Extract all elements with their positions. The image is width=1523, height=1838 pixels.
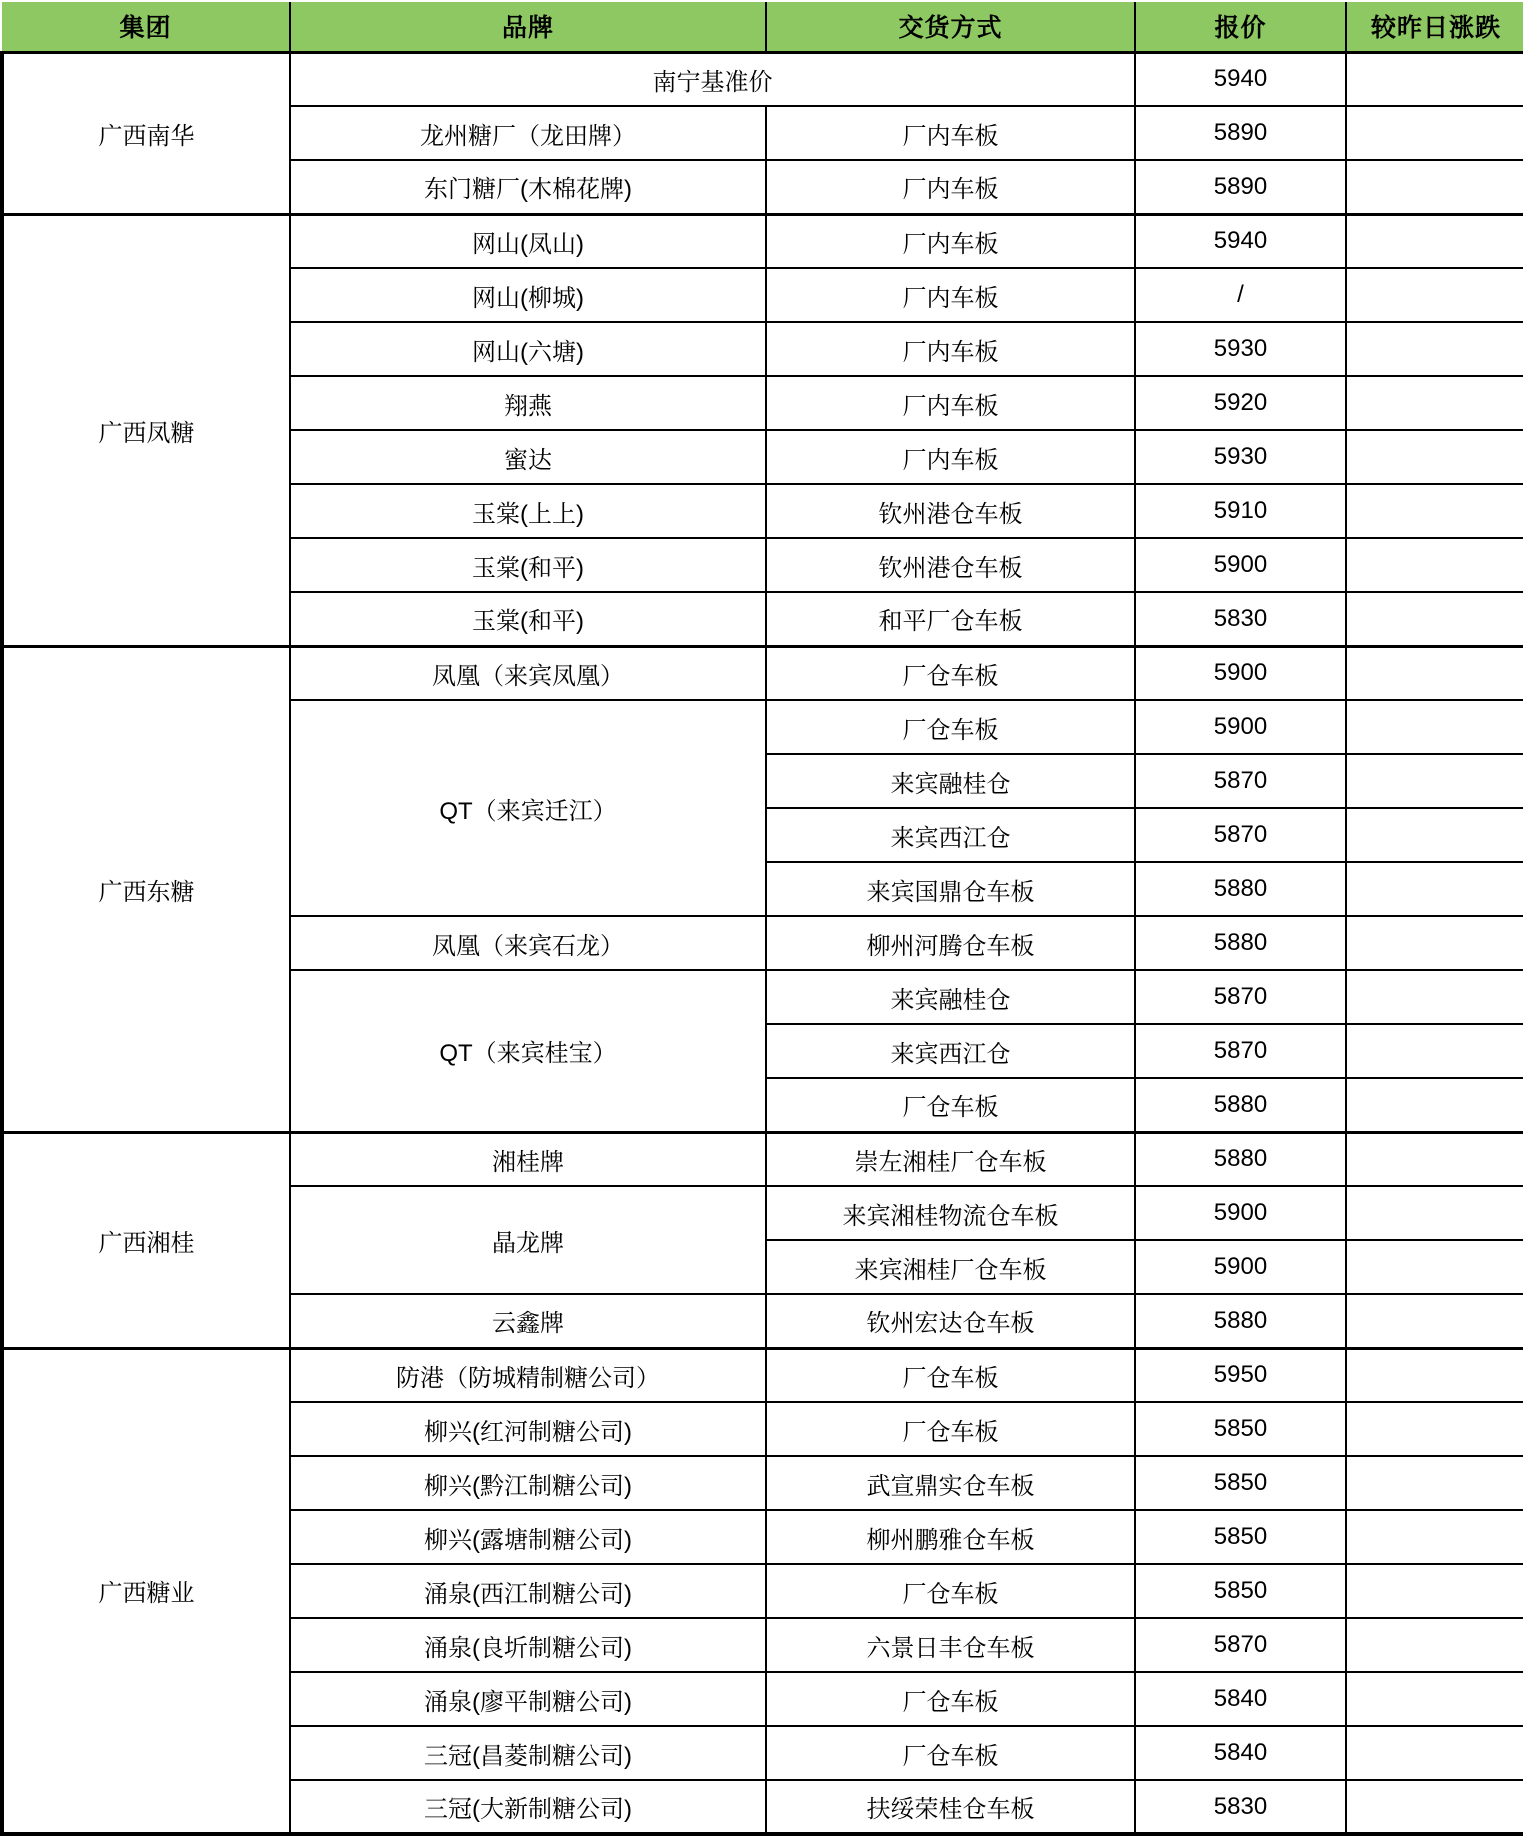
price-cell: 5840: [1135, 1672, 1346, 1726]
price-cell: 5850: [1135, 1510, 1346, 1564]
price-cell: 5830: [1135, 592, 1346, 646]
price-cell: 5890: [1135, 106, 1346, 160]
brand-cell: 涌泉(良圻制糖公司): [290, 1618, 766, 1672]
change-cell: [1346, 376, 1523, 430]
brand-cell: 南宁基准价: [290, 52, 1135, 106]
change-cell: [1346, 430, 1523, 484]
delivery-cell: 柳州鹏雅仓车板: [766, 1510, 1135, 1564]
brand-cell: 防港（防城精制糖公司）: [290, 1348, 766, 1402]
price-cell: 5940: [1135, 52, 1346, 106]
delivery-cell: 六景日丰仓车板: [766, 1618, 1135, 1672]
brand-cell: 玉棠(上上): [290, 484, 766, 538]
price-cell: 5900: [1135, 700, 1346, 754]
brand-cell: 湘桂牌: [290, 1132, 766, 1186]
change-cell: [1346, 862, 1523, 916]
group-cell: 广西糖业: [2, 1348, 290, 1834]
change-cell: [1346, 1456, 1523, 1510]
change-cell: [1346, 1186, 1523, 1240]
sugar-price-table: [0, 2, 1523, 1836]
change-cell: [1346, 1078, 1523, 1132]
change-cell: [1346, 646, 1523, 700]
delivery-cell: 钦州宏达仓车板: [766, 1294, 1135, 1348]
brand-cell: 龙州糖厂（龙田牌）: [290, 106, 766, 160]
brand-cell: 凤凰（来宾石龙）: [290, 916, 766, 970]
delivery-cell: 钦州港仓车板: [766, 484, 1135, 538]
delivery-cell: 来宾西江仓: [766, 1024, 1135, 1078]
brand-cell: 凤凰（来宾凤凰）: [290, 646, 766, 700]
delivery-cell: 厂内车板: [766, 268, 1135, 322]
table-row: [2, 1132, 1523, 1186]
delivery-cell: 来宾西江仓: [766, 808, 1135, 862]
delivery-cell: 武宣鼎实仓车板: [766, 1456, 1135, 1510]
delivery-cell: 厂内车板: [766, 214, 1135, 268]
table-row: [2, 646, 1523, 700]
change-cell: [1346, 1294, 1523, 1348]
price-cell: 5870: [1135, 970, 1346, 1024]
change-cell: [1346, 1348, 1523, 1402]
brand-cell: 网山(凤山): [290, 214, 766, 268]
price-cell: 5870: [1135, 808, 1346, 862]
delivery-cell: 扶绥荣桂仓车板: [766, 1780, 1135, 1834]
group-cell: 广西凤糖: [2, 214, 290, 646]
delivery-cell: 厂内车板: [766, 376, 1135, 430]
price-cell: 5870: [1135, 754, 1346, 808]
price-cell: 5880: [1135, 862, 1346, 916]
price-cell: 5930: [1135, 322, 1346, 376]
delivery-cell: 厂仓车板: [766, 1564, 1135, 1618]
change-cell: [1346, 1618, 1523, 1672]
delivery-cell: 厂内车板: [766, 430, 1135, 484]
change-cell: [1346, 592, 1523, 646]
change-cell: [1346, 1780, 1523, 1834]
change-cell: [1346, 538, 1523, 592]
brand-cell: 网山(柳城): [290, 268, 766, 322]
price-cell: 5850: [1135, 1456, 1346, 1510]
change-cell: [1346, 1510, 1523, 1564]
delivery-cell: 来宾融桂仓: [766, 754, 1135, 808]
change-cell: [1346, 916, 1523, 970]
change-cell: [1346, 52, 1523, 106]
col-header-price: 报价: [1135, 2, 1346, 52]
delivery-cell: 厂仓车板: [766, 1348, 1135, 1402]
change-cell: [1346, 1240, 1523, 1294]
group-cell: 广西南华: [2, 52, 290, 214]
price-cell: 5900: [1135, 646, 1346, 700]
col-header-delivery: 交货方式: [766, 2, 1135, 52]
price-cell: 5880: [1135, 1294, 1346, 1348]
price-cell: 5880: [1135, 916, 1346, 970]
brand-cell: 东门糖厂(木棉花牌): [290, 160, 766, 214]
change-cell: [1346, 484, 1523, 538]
delivery-cell: 崇左湘桂厂仓车板: [766, 1132, 1135, 1186]
price-cell: 5880: [1135, 1132, 1346, 1186]
price-cell: 5870: [1135, 1024, 1346, 1078]
change-cell: [1346, 754, 1523, 808]
table-row: [2, 1348, 1523, 1402]
delivery-cell: 厂内车板: [766, 106, 1135, 160]
brand-cell: 晶龙牌: [290, 1186, 766, 1294]
brand-cell: 柳兴(红河制糖公司): [290, 1402, 766, 1456]
change-cell: [1346, 268, 1523, 322]
change-cell: [1346, 970, 1523, 1024]
group-cell: 广西东糖: [2, 646, 290, 1132]
table-row: [2, 52, 1523, 106]
price-cell: 5830: [1135, 1780, 1346, 1834]
price-cell: /: [1135, 268, 1346, 322]
price-cell: 5930: [1135, 430, 1346, 484]
change-cell: [1346, 808, 1523, 862]
change-cell: [1346, 160, 1523, 214]
price-table-body: [2, 52, 1523, 1834]
header-row: [2, 2, 1523, 52]
brand-cell: 云鑫牌: [290, 1294, 766, 1348]
price-cell: 5900: [1135, 538, 1346, 592]
delivery-cell: 厂仓车板: [766, 1402, 1135, 1456]
brand-cell: 涌泉(西江制糖公司): [290, 1564, 766, 1618]
delivery-cell: 厂仓车板: [766, 1078, 1135, 1132]
brand-cell: 涌泉(廖平制糖公司): [290, 1672, 766, 1726]
delivery-cell: 厂仓车板: [766, 646, 1135, 700]
price-cell: 5880: [1135, 1078, 1346, 1132]
price-cell: 5920: [1135, 376, 1346, 430]
change-cell: [1346, 1564, 1523, 1618]
price-cell: 5910: [1135, 484, 1346, 538]
delivery-cell: 厂仓车板: [766, 1726, 1135, 1780]
brand-cell: 玉棠(和平): [290, 538, 766, 592]
delivery-cell: 来宾湘桂物流仓车板: [766, 1186, 1135, 1240]
brand-cell: 柳兴(露塘制糖公司): [290, 1510, 766, 1564]
change-cell: [1346, 1726, 1523, 1780]
delivery-cell: 厂仓车板: [766, 700, 1135, 754]
brand-cell: 蜜达: [290, 430, 766, 484]
delivery-cell: 厂内车板: [766, 322, 1135, 376]
col-header-change: 较昨日涨跌: [1346, 2, 1523, 52]
brand-cell: 网山(六塘): [290, 322, 766, 376]
price-cell: 5940: [1135, 214, 1346, 268]
delivery-cell: 来宾国鼎仓车板: [766, 862, 1135, 916]
delivery-cell: 钦州港仓车板: [766, 538, 1135, 592]
brand-cell: 翔燕: [290, 376, 766, 430]
price-cell: 5850: [1135, 1564, 1346, 1618]
change-cell: [1346, 106, 1523, 160]
price-cell: 5840: [1135, 1726, 1346, 1780]
price-cell: 5890: [1135, 160, 1346, 214]
group-cell: 广西湘桂: [2, 1132, 290, 1348]
brand-cell: QT（来宾桂宝）: [290, 970, 766, 1132]
delivery-cell: 和平厂仓车板: [766, 592, 1135, 646]
brand-cell: QT（来宾迁江）: [290, 700, 766, 916]
change-cell: [1346, 1402, 1523, 1456]
brand-cell: 玉棠(和平): [290, 592, 766, 646]
delivery-cell: 厂仓车板: [766, 1672, 1135, 1726]
delivery-cell: 来宾融桂仓: [766, 970, 1135, 1024]
table-row: [2, 214, 1523, 268]
change-cell: [1346, 1024, 1523, 1078]
price-cell: 5900: [1135, 1240, 1346, 1294]
col-header-brand: 品牌: [290, 2, 766, 52]
price-cell: 5850: [1135, 1402, 1346, 1456]
change-cell: [1346, 1672, 1523, 1726]
brand-cell: 三冠(昌菱制糖公司): [290, 1726, 766, 1780]
col-header-group: 集团: [2, 2, 290, 52]
delivery-cell: 来宾湘桂厂仓车板: [766, 1240, 1135, 1294]
change-cell: [1346, 1132, 1523, 1186]
brand-cell: 柳兴(黔江制糖公司): [290, 1456, 766, 1510]
delivery-cell: 柳州河腾仓车板: [766, 916, 1135, 970]
price-cell: 5870: [1135, 1618, 1346, 1672]
change-cell: [1346, 322, 1523, 376]
delivery-cell: 厂内车板: [766, 160, 1135, 214]
brand-cell: 三冠(大新制糖公司): [290, 1780, 766, 1834]
price-cell: 5950: [1135, 1348, 1346, 1402]
change-cell: [1346, 214, 1523, 268]
change-cell: [1346, 700, 1523, 754]
price-cell: 5900: [1135, 1186, 1346, 1240]
